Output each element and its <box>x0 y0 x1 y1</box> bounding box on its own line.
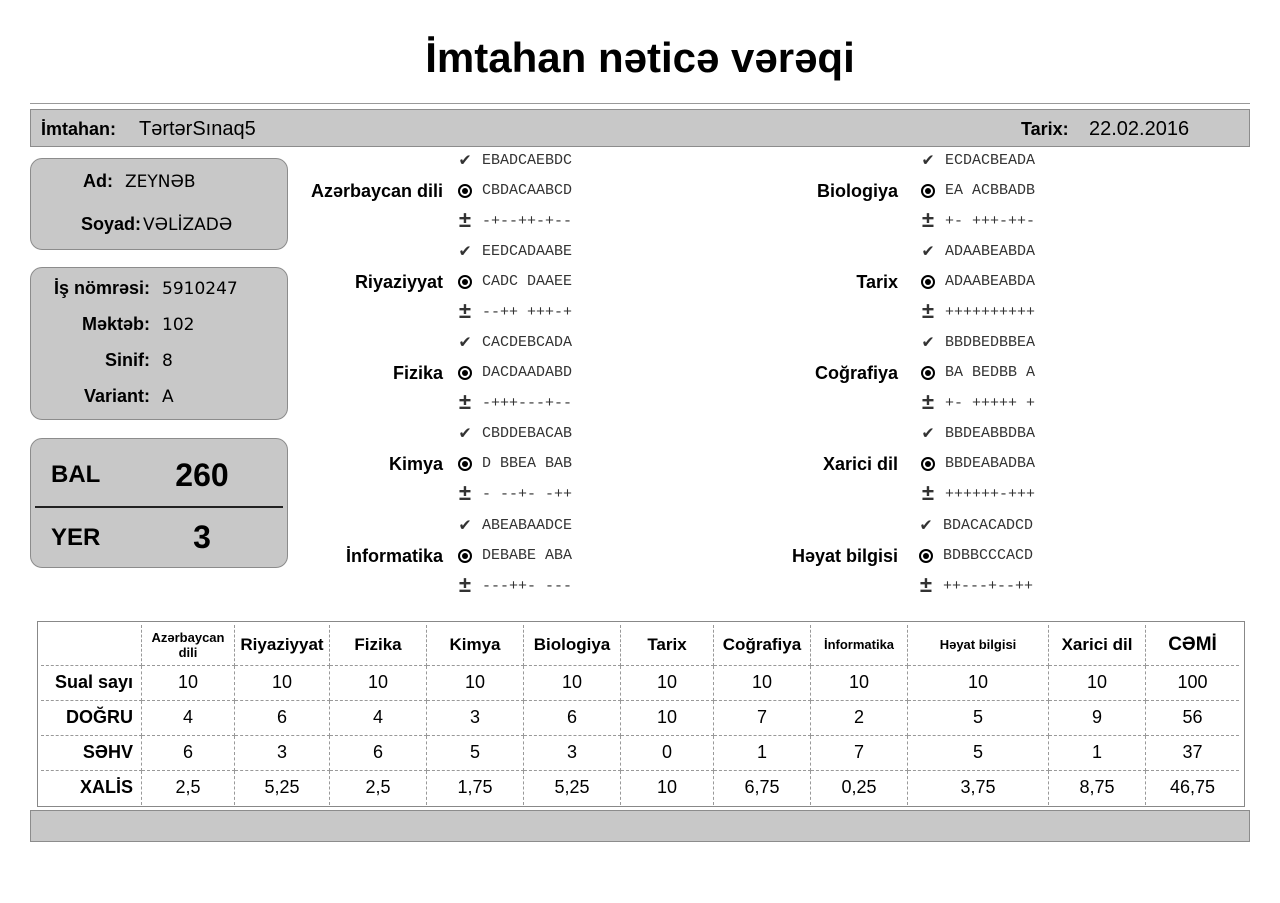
correct-answers: EBADCAEBDC <box>482 152 573 169</box>
table-cell: 10 <box>142 665 235 700</box>
table-header-cell: Fizika <box>330 625 427 665</box>
table-cell: 6 <box>235 700 330 735</box>
table-cell: 5 <box>427 735 524 770</box>
subject-name: Fizika <box>392 363 443 383</box>
student-info-box <box>30 267 288 420</box>
table-cell: 4 <box>330 700 427 735</box>
student-answers: DEBABE ABA <box>482 547 573 564</box>
table-cell: 6 <box>142 735 235 770</box>
row-label: SƏHV <box>41 735 142 770</box>
row-label: DOĞRU <box>41 700 142 735</box>
radio-dot-icon <box>456 271 474 293</box>
table-cell: 1 <box>1049 735 1146 770</box>
subject-name: İnformatika <box>345 546 443 566</box>
table-row <box>41 770 1239 805</box>
check-icon: ✔ <box>459 151 471 171</box>
table-cell: 10 <box>908 665 1049 700</box>
subject-name: Coğrafiya <box>814 363 898 383</box>
bal-label: BAL <box>51 461 101 488</box>
table-cell: 8,75 <box>1049 770 1146 805</box>
radio-dot-icon <box>919 271 937 293</box>
answer-marks: - --+- -++ <box>482 486 573 503</box>
table-row <box>41 700 1239 735</box>
table-cell: 5,25 <box>524 770 621 805</box>
table-cell: 3 <box>235 735 330 770</box>
table-cell: 2 <box>811 700 908 735</box>
radio-dot-icon <box>919 362 937 384</box>
plus-minus-icon: ± <box>921 482 935 507</box>
yer-label: YER <box>51 524 101 551</box>
date-label: Tarix: <box>1021 119 1069 139</box>
radio-dot-icon <box>456 362 474 384</box>
subject-name: Riyaziyyat <box>354 272 443 292</box>
student-answers: BA BEDBB A <box>945 364 1036 381</box>
correct-answers: ABEABAADCE <box>482 517 573 534</box>
answer-marks: -+--++-+-- <box>482 213 573 230</box>
student-answers: BBDEABADBA <box>945 455 1036 472</box>
table-cell: 3,75 <box>908 770 1049 805</box>
check-icon: ✔ <box>922 424 934 444</box>
table-cell: 9 <box>1049 700 1146 735</box>
table-row <box>41 665 1239 700</box>
table-cell: 5,25 <box>235 770 330 805</box>
header-corner <box>41 625 142 665</box>
table-cell: 5 <box>908 700 1049 735</box>
plus-minus-icon: ± <box>921 300 935 325</box>
table-cell: 7 <box>714 700 811 735</box>
title-divider <box>30 103 1250 104</box>
table-header-cell: Kimya <box>427 625 524 665</box>
table-cell: 1 <box>714 735 811 770</box>
check-icon: ✔ <box>922 333 934 353</box>
correct-answers: ADAABEABDA <box>945 243 1036 260</box>
correct-answers: BBDEABBDBA <box>945 425 1036 442</box>
table-header-cell: Azərbaycan dili <box>142 625 235 665</box>
table-header-row <box>41 625 1239 665</box>
plus-minus-icon: ± <box>458 574 472 599</box>
table-header-cell: Coğrafiya <box>714 625 811 665</box>
check-icon: ✔ <box>459 242 471 262</box>
student-name-box <box>30 158 288 250</box>
table-cell: 0 <box>621 735 714 770</box>
student-answers: D BBEA BAB <box>482 455 573 472</box>
student-answers: CBDACAABCD <box>482 182 573 199</box>
exam-label: İmtahan: <box>41 119 117 139</box>
answer-marks: ---++- --- <box>482 578 573 595</box>
footer-bar <box>30 810 1250 842</box>
score-box <box>30 438 288 568</box>
answer-marks: ++++++-+++ <box>945 486 1036 503</box>
table-cell: 10 <box>621 770 714 805</box>
table-header-cell: Xarici dil <box>1049 625 1146 665</box>
table-cell: 10 <box>621 700 714 735</box>
radio-dot-icon <box>456 180 474 202</box>
plus-minus-icon: ± <box>458 391 472 416</box>
table-cell: 10 <box>714 665 811 700</box>
subject-name: Biologiya <box>816 181 898 201</box>
table-cell: 10 <box>427 665 524 700</box>
name-label: Ad: <box>83 171 113 191</box>
table-cell: 2,5 <box>330 770 427 805</box>
correct-answers: BBDBEDBBEA <box>945 334 1036 351</box>
check-icon: ✔ <box>922 151 934 171</box>
radio-dot-icon <box>919 180 937 202</box>
plus-minus-icon: ± <box>458 482 472 507</box>
table-cell: 5 <box>908 735 1049 770</box>
table-cell: 46,75 <box>1146 770 1240 805</box>
table-cell: 6,75 <box>714 770 811 805</box>
exam-header-bar <box>30 109 1250 147</box>
subject-name: Azərbaycan dili <box>310 181 443 201</box>
answer-marks: ++++++++++ <box>945 304 1036 321</box>
table-cell: 1,75 <box>427 770 524 805</box>
surname-label: Soyad: <box>80 214 141 234</box>
table-header-cell: Tarix <box>621 625 714 665</box>
name-value: ZEYNƏB <box>125 172 196 192</box>
correct-answers: CBDDEBACAB <box>482 425 573 442</box>
student-answers: CADC DAAEE <box>482 273 573 290</box>
radio-dot-icon <box>456 453 474 475</box>
table-header-cell: Həyat bilgisi <box>908 625 1049 665</box>
class-value: 8 <box>162 351 173 371</box>
table-cell: 4 <box>142 700 235 735</box>
check-icon: ✔ <box>459 516 471 536</box>
table-cell: 0,25 <box>811 770 908 805</box>
table-cell: 10 <box>1049 665 1146 700</box>
subject-name: Həyat bilgisi <box>791 546 898 566</box>
answer-marks: +- +++++ + <box>945 395 1036 412</box>
table-cell: 7 <box>811 735 908 770</box>
page-title: İmtahan nəticə vərəqi <box>425 34 855 81</box>
variant-label: Variant: <box>83 386 150 406</box>
table-cell: 37 <box>1146 735 1240 770</box>
surname-value: VƏLİZADƏ <box>143 215 233 235</box>
table-cell: 100 <box>1146 665 1240 700</box>
table-cell: 3 <box>427 700 524 735</box>
work-number-label: İş nömrəsi: <box>53 278 150 298</box>
subject-name: Tarix <box>856 272 898 292</box>
check-icon: ✔ <box>459 333 471 353</box>
table-header-cell: İnformatika <box>811 625 908 665</box>
check-icon: ✔ <box>922 242 934 262</box>
score-divider <box>35 506 283 508</box>
school-label: Məktəb: <box>81 314 150 334</box>
table-cell: 2,5 <box>142 770 235 805</box>
row-label: XALİS <box>41 770 142 805</box>
answer-marks: --++ +++-+ <box>482 304 573 321</box>
results-table <box>41 625 1239 805</box>
class-label: Sinif: <box>105 350 150 370</box>
correct-answers: EEDCADAABE <box>482 243 573 260</box>
answer-marks: ++---+--++ <box>943 578 1034 595</box>
check-icon: ✔ <box>459 424 471 444</box>
table-cell: 10 <box>621 665 714 700</box>
subject-name: Kimya <box>388 454 443 474</box>
check-icon: ✔ <box>920 516 932 536</box>
plus-minus-icon: ± <box>921 209 935 234</box>
table-cell: 56 <box>1146 700 1240 735</box>
row-label: Sual sayı <box>41 665 142 700</box>
student-answers: BDBBCCCACD <box>943 547 1034 564</box>
table-cell: 6 <box>524 700 621 735</box>
school-value: 102 <box>162 315 195 335</box>
answer-marks: +- +++-++- <box>945 213 1036 230</box>
student-answers: EA ACBBADB <box>945 182 1036 199</box>
table-header-cell: Riyaziyyat <box>235 625 330 665</box>
radio-dot-icon <box>917 545 935 567</box>
results-table-frame <box>37 621 1245 807</box>
student-answers: DACDAADABD <box>482 364 573 381</box>
correct-answers: CACDEBCADA <box>482 334 573 351</box>
table-cell: 10 <box>330 665 427 700</box>
table-cell: 10 <box>524 665 621 700</box>
correct-answers: ECDACBEADA <box>945 152 1036 169</box>
table-cell: 10 <box>811 665 908 700</box>
radio-dot-icon <box>919 453 937 475</box>
correct-answers: BDACACADCD <box>943 517 1034 534</box>
table-row <box>41 735 1239 770</box>
table-header-cell: Biologiya <box>524 625 621 665</box>
plus-minus-icon: ± <box>458 300 472 325</box>
date-value: 22.02.2016 <box>1089 118 1190 140</box>
plus-minus-icon: ± <box>921 391 935 416</box>
exam-value: TərtərSınaq5 <box>139 118 256 140</box>
table-cell: 6 <box>330 735 427 770</box>
plus-minus-icon: ± <box>458 209 472 234</box>
radio-dot-icon <box>456 545 474 567</box>
subject-name: Xarici dil <box>822 454 898 474</box>
variant-value: A <box>162 387 174 407</box>
yer-value: 3 <box>193 519 211 555</box>
table-cell: 10 <box>235 665 330 700</box>
table-header-cell: CƏMİ <box>1146 625 1240 665</box>
table-cell: 3 <box>524 735 621 770</box>
work-number-value: 5910247 <box>162 279 238 299</box>
answer-marks: -+++---+-- <box>482 395 573 412</box>
plus-minus-icon: ± <box>919 574 933 599</box>
bal-value: 260 <box>175 457 229 493</box>
student-answers: ADAABEABDA <box>945 273 1036 290</box>
